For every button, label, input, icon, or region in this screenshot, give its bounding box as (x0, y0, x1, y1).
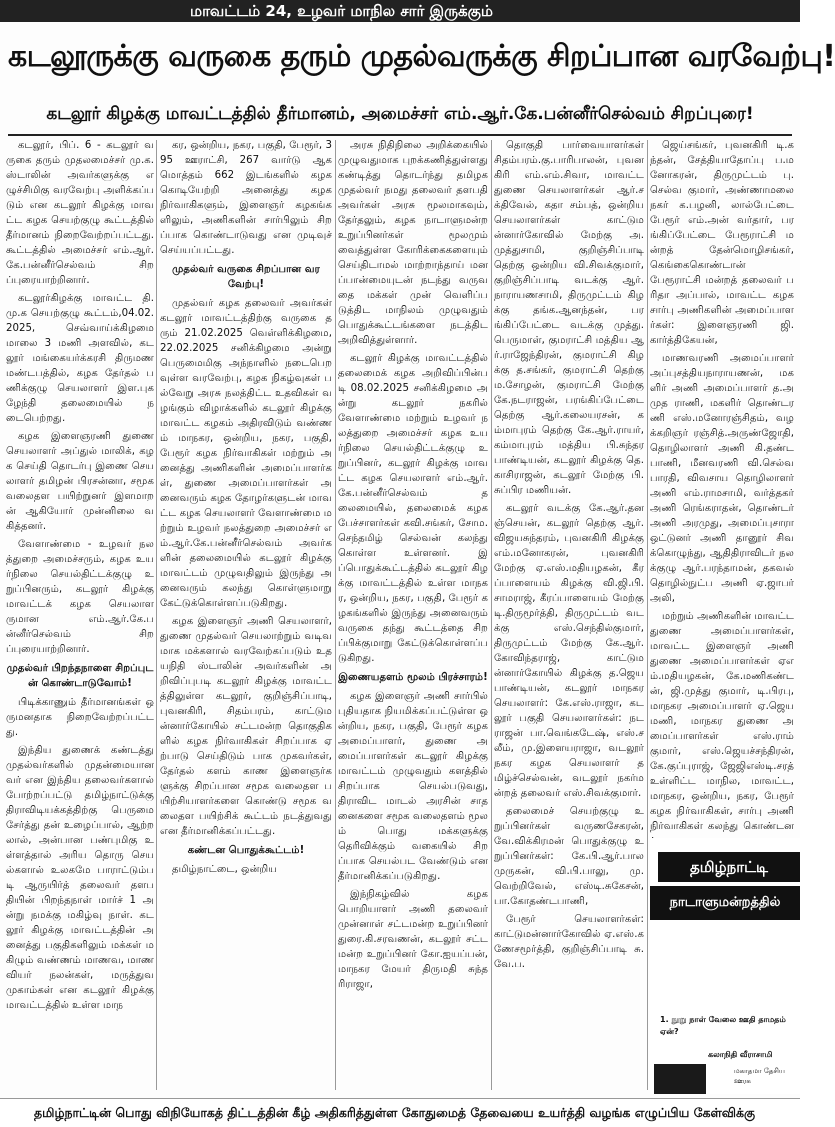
article-paragraph: மற்றும் அணிகளின் மாவட்ட துணை அமைப்பாளர்கள், மாவட்ட இளைஞர் அணி துணை அமைப்பாளர்கள் ஏஎம்.மதியழகன், கே.மணிகண்டன், ஜி.முத்து குமார், டி.பிரபு, மாநகர அமைப்பாளர் ஏ.ஜெயமணி, மாநகர துணை அமைப்பாளர்கள் எஸ்.ராம் குமார், எஸ்.ஜெயச்சந்திரன், கே.குப்புராஜ், ஜேஜிஎஸ்டி.சரத் உள்ளிட்ட மாநில, மாவட்ட, மாநகர, ஒன்றிய, நகர, பேரூர் கழக நிர்வாகிகள், சார்பு அணி நிர்வாகிகள் கலந்து கொண்டன (650, 611, 794, 832)
column-divider (647, 140, 648, 1090)
promo-question: 1. நூறு நாள் வேலை ஊதி தாமதம் ஏன்? (660, 1015, 786, 1036)
promo-banner-top: தமிழ்நாட்டி (658, 852, 800, 882)
article-paragraph: பேரூர் செயலாளர்கள்: காட்டுமன்னார்கோவில் ஏ.எஸ்.கணேசமூர்த்தி, குறிஞ்சிப்பாடி சு.வே.ப. (494, 914, 644, 970)
article-paragraph: கழக இளைஞர் அணி செயலாளர், துணை முதல்வர் செயலாற்றும் வடிவமாக மக்களால் வரவேற்கப்படும் உதயநிதி ஸ்டாலின் அவர்களின் அறிவிப்புபடி கடலூர் கிழக்கு மாவட்டத்திலுள்ள கடலூர், குறிஞ்சிப்பாடி, புவனகிரி, சிதம்பரம், காட்டுமன்னார்கோயில் சட்டமன்ற தொகுதிகளில் கழக நிர்வாகிகள் சிறப்பாக ஏற்பாடு செய்திடும் பாக முகவர்கள், தேர்தல் களம் காண இளைஞர்களுக்கு சிறப்பான சமூக வலைதள பயிற்சியாளர்களை கொண்டு சமூக வலைதள பயிற்சிக் கூட்டம் நடத்துவது என தீர்மானிக்கப்பட்டது. (160, 616, 332, 837)
bottom-teaser: தமிழ்நாட்டின் பொது விநியோகத் திட்டத்தின் கீழ் அதிகரித்துள்ள கோதுமைத் தேவையை உயர்த்தி வழங்க எழுப்பிய கேள்விக்கு (0, 1098, 800, 1127)
article-column-2 (160, 138, 332, 1093)
article-paragraph: வேளாண்மை - உழவர் நலத்துறை அமைச்சரும், கழக உயர்நிலை செயல்திட்டக்குழு உறுப்பினரும், கடலூர் கிழக்கு மாவட்டக் கழக செயலாளருமான எம்.ஆர்.கே.பன்னீர்செல்வம் சிறப்புரையாற்றினார். (6, 539, 154, 655)
article-paragraph: முதல்வர் கழக தலைவர் அவர்கள் கடலூர் மாவட்டத்திற்கு வருகை தரும் 21.02.2025 வெள்ளிக்கிழமை, 22.02.2025 சனிக்கிழமை அன்று பெருமைமிகு அந்நாளில் நடைபெறவுள்ள வரவேற்பு, கழக நிகழ்வுகள் பல்வேறு அரசு நலத்திட்ட உதவிகள் வழங்கும் விழாக்களில் கடலூர் கிழக்கு மாவட்ட கழகம் அதிரவிடும் வண்ணம் மாநகர, ஒன்றிய, நகர, பகுதி, பேரூர் கழக நிர்வாகிகள் மற்றும் அனைத்து அணிகளின் அமைப்பாளர்கள், துணை அமைப்பாளர்கள் அனைவரும் கழக தோழர்களுடன் மாவட்ட கழக செயலாளர் வேளாண்மை மற்றும் உழவர் நலத்துறை அமைச்சர் எம்.ஆர்.கே.பன்னீர்செல்வம் அவர்களின் தலைமையில் கடலூர் கிழக்கு மாவட்டம் முழுவதிலும் இருந்து அனைவரும் கலந்து கொள்ளுமாறு கேட்டுக்கொள்ளப்படுகிறது. (160, 298, 332, 609)
headline-rule (8, 134, 792, 136)
article-column-3 (338, 138, 488, 1093)
article-paragraph: கழக இளைஞரணி துணை செயலாளர் அப்துல் மாலிக், கழக செய்தி தொடர்பு இணை செயலாளர் தமிழன் பிரசன்னா, சமூக வலைதள பயிற்றுனர் இளமாறன் ஆகியோர் முன்னிலை வகித்தனர். (6, 431, 154, 532)
subheading: கண்டன பொதுக்கூட்டம்! (187, 845, 305, 856)
article-paragraph: தொகுதி பார்வையாளர்கள் சிதம்பரம்.கு.பாரிபாலன், புவனகிரி எம்.எம்.சிவா, மாவட்ட துணை செயலாளர்கள் ஆர்.சக்திவேல், கதா சம்பத், ஒன்றிய செயலாளர்கள் காட்டுமன்னார்கோவில் மேற்கு அ.முத்துசாமி, குறிஞ்சிப்பாடி தெற்கு ஒன்றிய வி.சிவக்குமார், குறிஞ்சிப்பாடி வடக்கு ஆர்.நாராயணசாமி, திருமுட்டம் கிழக்கு தங்க.ஆனந்தன், பரங்கிப்பேட்டை வடக்கு முத்து.பெருமாள், குமராட்சி மத்திய ஆர்.ராஜேந்திரன், குமராட்சி கிழக்கு த.சங்கர், குமராட்சி தெற்கு ம.சோழன், குமராட்சி மேற்கு கே.நடராஜன், பரங்கிப்பேட்டை தெற்கு ஆர்.கலையரசன், கம்மாபுரம் தெற்கு கே.ஆர்.ராயர், கம்மாபுரம் மத்திய பி.சுந்தரபாண்டியன், கடலூர் கிழக்கு தெ.காசிராஜன், கடலூர் மேற்கு பி.சுப்பிர மணியன். (494, 140, 644, 496)
article-paragraph: கடலூர் கிழக்கு மாவட்டத்தில் தலைமைக் கழக அறிவிப்பின்படி 08.02.2025 சனிக்கிழமை அன்று கடலூர் நகரில் வேளாண்மை மற்றும் உழவர் நலத்துறை அமைச்சர் கழக உயர்நிலை செயல்திட்டக்குழு உறுப்பினர், கடலூர் கிழக்கு மாவட்ட கழக செயலாளர் எம்.ஆர்.கே.பன்னீர்செல்வம் தலைமையில், தலைமைக் கழக பேச்சாளர்கள் கவி.சங்கர், சோம.செந்தமிழ் செல்வன் கலந்து கொள்ள உள்ளனர். இப்பொதுக்கூட்டத்தில் கடலூர் கிழக்கு மாவட்டத்தில் உள்ள மாநகர, ஒன்றிய, நகர, பகுதி, பேரூர் கழகங்களில் இருந்து அனைவரும் வருகை தந்து கூட்டத்தை சிறப்பிக்குமாறு கேட்டுக்கொள்ளப்படுகிறது. (338, 353, 488, 664)
column-divider (491, 140, 492, 1090)
top-banner: மாவட்டம் 24, உழவர் மாநில சார் இருக்கும் (0, 0, 800, 22)
article-paragraph: ஜெய்சங்கர், புவனகிரி டி.கந்தன், சேத்தியாதோப்பு ப.மனோகரன், திருமுட்டம் பு.செல்வ குமார், அண்ணாமலை நகர் க.பழனி, லால்பேட்டை பேரூர் எம்.அன் வர்தார், பரங்கிப்பேட்டை பேரூராட்சி மன்றத் தேன்மொழிசங்கர், கெங்கைகொண்டான் பேரூராட்சி மன்றத் தலைவர் பரிதா அப்பால், மாவட்ட கழக சார்பு அணிகளின் அமைப்பாளர்கள்: இளைஞரணி ஜி.கார்த்திகேயன், (650, 140, 794, 346)
article-paragraph: இந்நிகழ்வில் கழக பொறியாளர் அணி தலைவர் முன்னாள் சட்டமன்ற உறுப்பினர் துரை.கி.சரவணன், கடலூர் சட்டமன்ற உறுப்பினர் கோ.ஐயப்பன், மாநகர மேயர் திருமதி சுந்தரிராஜா, (338, 889, 488, 990)
subheading: முதல்வர் பிறந்தநாளை சிறப்புடன் கொண்டாடுவோம்! (6, 663, 154, 689)
headline: கடலூருக்கு வருகை தரும் முதல்வருக்கு சிறப்பான வரவேற்பு! (8, 39, 835, 74)
article-paragraph: கர, ஒன்றிய, நகர, பகுதி, பேரூர், 395 ஊராட்சி, 267 வார்டு ஆக மொத்தம் 662 இடங்களில் கழக கொடியேற்றி அனைத்து கழக நிர்வாகிகளும், இளைஞர் கழகங்களிலும், அணிகளின் சார்பிலும் சிறப்பாக கொண்டாடுவது என முடிவுச் செய்யப்பட்டது. (160, 140, 332, 256)
article-paragraph: கடலூர்கிழக்கு மாவட்ட தி.மு.க செயற்குழு கூட்டம்,04.02.2025, செவ்வாய்க்கிழமை மாலை 3 மணி அளவில், கடலூர் மங்கையர்க்கரசி திருமண மண்டபத்தில், கழக தேர்தல் பணிக்குழு செயலாளர் இள.புகழேந்தி தலைமையில் நடைபெற்றது. (6, 293, 154, 424)
promo-banner-bottom: நாடாளுமன்றத்தில் (650, 886, 800, 920)
promo-photo (654, 1064, 706, 1094)
article-paragraph: மாணவரணி அமைப்பாளர் அப்புசத்தியநாராயணன், மகளிர் அணி அமைப்பாளர் த.அமுத ராணி, மகளிர் தொண்டரணி எஸ்.மனோரஞ்சிதம், வழக்கறிஞர் ரஞ்சித்.அருண்ஜோதி, தொழிலாளர் அணி கி.தண்டபாணி, மீனவரணி வி.செல்வபாரதி, விவசாய தொழிலாளர் அணி எம்.ராமசாமி, வர்த்தகர் அணி ரெங்கராதன், தொண்டர் அணி அரமுது, அமைப்புசாரா ஒட்டுனர் அணி தானூர் சிவக்கொழுந்து, ஆதிதிராவிடர் நலக்குழு ஆர்.பரந்தாமன், தகவல் தொழில்நுட்ப அணி ஏ.ஜாபர் அலி, (650, 353, 794, 604)
article-paragraph: தலைமைச் செயற்குழு உறுப்பினர்கள் வருணசேகரன், வே.விக்கிரமன் பொதுக்குழு உறுப்பினர்கள்: கே.பி.ஆர்.பாலமுருகன், வி.பி.பாலு, மு.வெற்றிவேல், எஸ்டி.சுகேசன், பா.கோதண்டபாணி, (494, 806, 644, 907)
article-column-1 (6, 138, 154, 1093)
article-paragraph: பிடிக்காணும் தீர்மானங்கள் ஒருமனதாக நிறைவேற்றப்பட்டது. (6, 697, 154, 738)
article-paragraph: இந்திய துணைக் கண்டத்து முதல்வர்களில் முதன்மையானவர் என இந்திய தலைவர்களால் போற்றப்பட்டு தமிழ்நாட்டுக்கு திராவிடியக்கத்திற்கு பெருமை சேர்த்து தன் உழைப்பால், ஆற்றலால், அன்பான பண்புமிகு உள்ளத்தால் அரிய தொரு செயல்களால் உலகமே பாராட்டும்படி ஆருயிர்த் தலைவர் தளபதியின் பிறந்தநாள் மார்ச் 1 அன்று நமக்கு மகிழ்வு நாள். கடலூர் கிழக்கு மாவட்டத்தின் அனைத்து பகுதிகளிலும் மக்கள் மகிழும் வண்ணம் மாணவ, மாணவியர் நலன்கள், மருத்துவ முகாம்கள் என கடலூர் கிழக்கு மாவட்டத்தில் உள்ள மாந (6, 745, 154, 1011)
promo-role: மகாதமா தேசிய ஊரக (734, 1067, 785, 1085)
subheading: இணையதளம் மூலம் பிரச்சாரம்! (338, 672, 488, 683)
article-paragraph: கடலூர் வடக்கு கே.ஆர்.தனஞ்செயன், கடலூர் தெற்கு ஆர்.விஜயசுந்தரம், புவனகிரி கிழக்கு எம்.மனோகரன், புவனகிரி மேற்கு ஏ.எஸ்.மதியழகன், கீரப்பாளையம் கிழக்கு வி.ஜி.பி.சாமராஜ், கீரப்பாளையம் மேற்கு டி.திருமூர்த்தி, திருமுட்டம் வடக்கு எஸ்.செந்தில்குமார், திருமுட்டம் மேற்கு கே.ஆர்.கோவிந்தராஜ், காட்டுமன்னார்கோயில் கிழக்கு த.ஜெயபாண்டியன், கடலூர் மாநகர செயலாளர்: கே.எஸ்.ராஜா, கடலூர் பகுதி செயலாளர்கள்: நடராஜன் பா.வெங்கடேஷ், எஸ்.சலீம், மு.இளையராஜா, வடலூர் நகர கழக செயலாளர் தமிழ்ச்செல்வன், வடலூர் நகர்மன்றத் தலைவர் எஸ்.சிவக்குமார். (494, 503, 644, 799)
article-paragraph: அரசு நிதிநிலை அறிக்கையில் முழுவதுமாக புறக்கணித்துள்ளது கண்டித்து தொடர்ந்து தமிழக முதல்வர் நமது தலைவர் தளபதி அவர்கள் அரசு மூலமாகவும், தேர்தலும், கழக நாடாளுமன்ற உறுப்பினர்கள் மூலமும் வைத்துள்ள கோரிக்கைகளையும் செய்திடாமல் மாற்றாந்தாய் மனப்பான்மையுடன் நடந்து வருவதை மக்கள் முன் வெளிப்படுத்திட மாநிலம் முழுவதும் பொதுக்கூட்டங்களை நடத்திட அறிவித்துள்ளார். (338, 140, 488, 346)
article-column-5 (650, 138, 794, 832)
column-divider (156, 140, 157, 1090)
promo-author: கலாநிதி வீராசாமி (708, 1050, 773, 1059)
column-divider (335, 140, 336, 1090)
article-paragraph: கடலூர், பிப். 6 - கடலூர் வருகை தரும் முதலமைச்சர் மு.க. ஸ்டாலின் அவர்களுக்கு எழுச்சிமிகு வரவேற்பு அளிக்கப்படும் என கடலூர் கிழக்கு மாவட்ட கழக செயற்குழு கூட்டத்தில் தீர்மானம் நிறைவேற்றப்பட்டது. கூட்டத்தில் அமைச்சர் எம்.ஆர்.கே.பன்னீர்செல்வம் சிறப்புரையாற்றினார். (6, 140, 154, 286)
article-paragraph: கழக இளைஞர் அணி சார்பில் புதியதாக நியமிக்கப்பட்டுள்ள ஒன்றிய, நகர, பகுதி, பேரூர் கழக அமைப்பாளர், துணை அமைப்பாளர்கள் கடலூர் கிழக்கு மாவட்டம் முழுவதும் களத்தில் சிறப்பாக செயல்படுவது, திராவிட மாடல் அரசின் சாதனைகளை சமூக வலைதளம் மூலம் பொது மக்களுக்கு தெரிவிக்கும் வகையில் சிறப்பாக செயல்பட வேண்டும் என தீர்மானிக்கப்படுகிறது. (338, 691, 488, 882)
promo-box (650, 838, 800, 1094)
subheadline: கடலூர் கிழக்கு மாவட்டத்தில் தீர்மானம், அமைச்சர் எம்.ஆர்.கே.பன்னீர்செல்வம் சிறப்புரை! (46, 104, 754, 124)
article-column-4 (494, 138, 644, 1093)
subheading: முதல்வர் வருகை சிறப்பான வரவேற்பு! (172, 264, 320, 290)
article-paragraph: தமிழ்நாட்டை, ஒன்றிய (172, 864, 277, 875)
